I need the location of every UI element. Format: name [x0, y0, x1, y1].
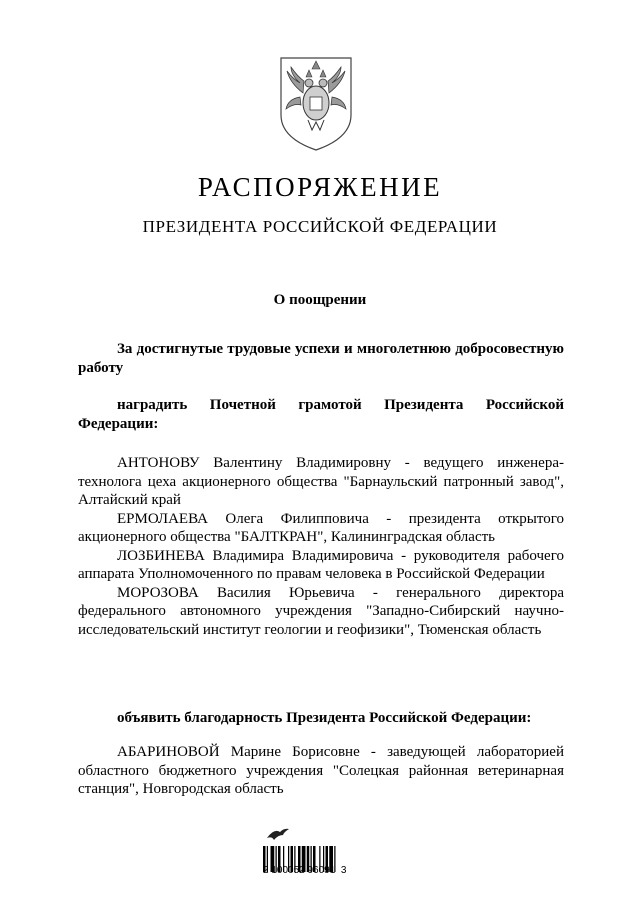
coat-of-arms-icon: [276, 53, 356, 153]
list-item: ЛОЗБИНЕВА Владимира Владимировича - руководителя рабочего аппарата Уполномоченного по правам человека в Российской Федерации: [78, 547, 564, 582]
award-list: [78, 454, 564, 639]
list-item: МОРОЗОВА Василия Юрьевича - генерального директора федерального автономного учреждения "Западно-Сибирский научно-исследовательский институт геологии и геофизики", Тюменская область: [78, 584, 564, 638]
intro-paragraph: [78, 340, 564, 377]
document-subtitle: ПРЕЗИДЕНТА РОССИЙСКОЙ ФЕДЕРАЦИИ: [142, 217, 498, 236]
barcode-number: 2 100052 96091 3: [263, 865, 347, 876]
list-item: АНТОНОВУ Валентину Владимировну - ведущего инженера-технолога цеха акционерного общества "Барнаульский патронный завод", Алтайский край: [78, 455, 564, 508]
bird-icon: [266, 826, 290, 842]
document-title: РАСПОРЯЖЕНИЕ: [197, 172, 443, 202]
award-heading-paragraph: [78, 396, 564, 433]
document-topic: О поощрении: [273, 292, 367, 308]
award-heading: наградить Почетной грамотой Президента Российской Федерации:: [78, 397, 564, 432]
list-item: ЕРМОЛАЕВА Олега Филипповича - президента открытого акционерного общества "БАЛТКРАН", Калининградская область: [78, 510, 564, 545]
thanks-list: [78, 743, 564, 799]
intro-text: За достигнутые трудовые успехи и многолетнюю добросовестную работу: [78, 341, 564, 376]
thanks-heading-paragraph: [78, 709, 564, 728]
thanks-heading: объявить благодарность Президента Российской Федерации:: [117, 710, 532, 726]
list-item: АБАРИНОВОЙ Марине Борисовне - заведующей лабораторией областного бюджетного учреждения "Солецкая районная ветеринарная станция", Новгородская область: [78, 744, 564, 797]
